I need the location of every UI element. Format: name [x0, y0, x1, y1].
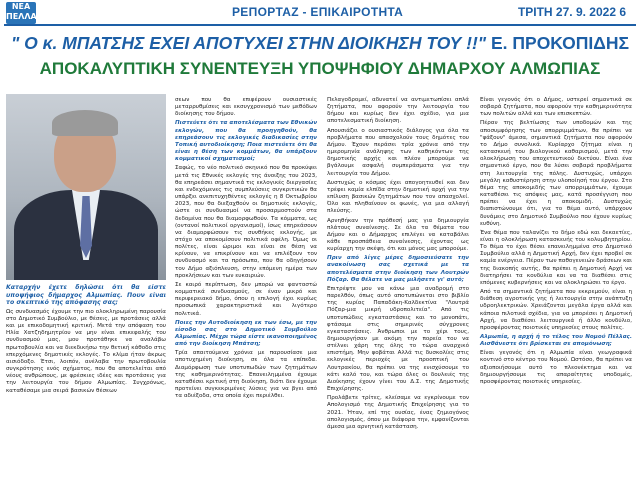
logo-line-2: ΠΕΛΛΑ	[6, 12, 37, 21]
paragraph: Από τα σημαντικά ζητήματα που εκκρεμούν, είναι η διάθεση αγροτικής γης ή λειτουργία στην ανάπτυξη υδροηλεκτρικών. Χρειάζονται μεγάλα έργα αλλά και κάποια πιλοτικά σχέδια, για να μπορέσει η Δημοτική Αρχή, να διαθέσει λειτουργικά ή άλλο κονδύλιο, προσφέροντας ποιοτικές υπηρεσίες στους πολίτες.	[480, 289, 632, 331]
headline-quote: " Ο κ. ΜΠΑΤΣΗΣ ΕΧΕΙ ΑΠΟΤΥΧΕΙ ΣΤΗΝ ΔΙΟΙΚΗΣΗ ΤΟΥ !!"	[11, 33, 487, 53]
logo-line-1: ΝΕΑ	[11, 2, 31, 11]
header-rule	[4, 24, 636, 26]
newspaper-logo	[6, 2, 36, 24]
paragraph: Αρνηθήκαν την πρόθεσή μας για δημιουργία πλάτους συναίνεσης. Σε όλα τα θέματα του Δήμου και ο Δήμαρχος επιλέγει να καταβάλει κάθε προσπάθεια συναίνεσης, έχοντας ως κυρίαρχη την σκέψη, ότι και μόνος μας μπορούμε.	[327, 217, 469, 253]
article-column-4	[480, 97, 632, 388]
photo-hair	[52, 110, 118, 136]
paragraph: Είναι γεγονός ότι ο Δήμος, υστερεί σημαντικά σε σοβαρά ζητήματα, που αφορούν την καθημερινότητα των πολιτών αλλά και των επισκεπτών.	[480, 97, 632, 118]
subheadline: ΑΠΟΚΑΛΥΠΤΙΚΗ ΣΥΝΕΝΤΕΥΞΗ ΥΠΟΨΗΦΙΟΥ ΔΗΜΑΡΧΟΥ ΑΛΜΩΠΙΑΣ	[39, 59, 601, 78]
paragraph: σεων που θα επιφέρουν ουσιαστικές μεταρρυθμίσεις και εκσυγχρονισμό των μεθόδων διοίκησης του δήμου.	[175, 97, 317, 118]
paragraph: Απουσιάζει ο ουσιαστικός διάλογος για όλα τα προβλήματα που απασχολούν τους δημότες του Δήμου. Έχουν περάσει τρία χρόνια από την ημερομηνία ανάληψης των καθηκόντων της δημοτικής αρχής και πλέον μπορούμε να βγάλουμε ασφαλή συμπεράσματα για την λειτουργία του Δήμου.	[327, 127, 469, 177]
paragraph: Πελαγοδρομεί, αδυνατεί να αντιμετωπίσει απλά ζητήματα, που αφορούν την λειτουργία του δήμου και κυρίως δεν έχει σχέδιο, για μια αποτελεσματική διοίκηση.	[327, 97, 469, 125]
headline	[6, 32, 634, 54]
article-column-2	[175, 97, 317, 402]
paragraph: Σαφώς, το νέο πολιτικό σκηνικό που θα προκύψει μετά τις Εθνικές εκλογές της άνοιξης του 2023, θα επηρεάσει σημαντικά τις εκλογικές διεργασίες και ενδεχόμενες τις συμπλεύσεις συγκριτικών θα υπάρξει ανεπιτυχηθέντες εκλογές η 8 Οκτωβρίου 2023, που θα διεξαχθούν οι δημοτικές εκλογές, ώστε οι συνδυασμοί να προσαρμοστούν στα δεδομένα που θα διαμορφωθούν. Τα κόμματα, ως (οντανοί πολιτικοί οργανισμοί), ίσως επηρεάσουν να διαμορφώσουν τις συνθήκες εκλογής, με στόχο να αποκομίσουν πολιτικά οφέλη. Όμως οι πολίτες, είναι ώριμοι και είναι σε θέση να κρίνουν, να επικρίνουν και να επιλέξουν τον συνδυασμό και τα πρόσωπα, που θα οδηγήσουν τον Δήμο αξιόπλευση, στην επόμενη ημέρα των προκλήσεων και των ευκαιριών.	[175, 165, 317, 279]
section-title: ΡΕΠΟΡΤΑΖ - ΕΠΙΚΑΙΡΟΤΗΤΑ	[232, 5, 404, 19]
issue-date-page: ΤΡΙΤΗ 27. 9. 2022 6	[517, 5, 626, 19]
paragraph: Πέραν της βελτίωσης των υποδομών και της αποσυμφόρησης των απορριμμάτων, θα πρέπει να "ψάξουν" άμεσα, σημαντικά ζητήματα που αφορούν το Δήμο συνολικά. Κυρίαρχο ζήτημα είναι η κατασκευή του βιολογικού καθαρισμού, μετά την ολοκλήρωση του αποχετευτικού δικτύου. Είναι ένα σημαντικό έργο, που θα λύσει σοβαρά προβλήματα στη λειτουργία της πόλης. Δυστυχώς, υπάρχει μεγάλη καθυστέρηση στην υλοποίησή του έργου. Στο θέμα της αποκομιδής των απορριμμάτων, έχουμε καταθέσει τις απόψεις μας, κατά προσέγγιση που πρέπει να έχει η αποκομιδή. Δυστυχώς διαπιστώνουμε ότι, για το θέμα αυτό, υπάρχουν δυνάμεις στο Δημοτικό Συμβούλιο που έχουν κυρίως ευθύνη.	[480, 120, 632, 227]
article-column-3	[327, 97, 469, 433]
paragraph: Τρία απαιτούμενα χρόνια με παρουσίασε μια αποτυχημένη διοίκηση, σε όλα τα επίπεδα. Διαμόρφωση των υποτυπωδών των ζητημάτων της καθημερινότητας. Επανειλημμένα έχουμε καταθέσει κριτική στη διοίκηση, διότι δεν έχουμε προτείνει συγκεκριμένες λύσεις για να βγει από τα αδιέξοδα, στα οποία έχει περιέλθει.	[175, 350, 317, 400]
masthead	[0, 0, 640, 26]
paragraph: Ως συνδυασμός έχουμε την πιο ολοκληρωμένη παρουσία στο Δημοτικό Συμβούλιο, με θέσεις, με προτάσεις αλλά και με επικοδομητική κριτική. Μετά την απόφαση του Ηλία Χατζηδημητρίου να μην είναι επικεφαλής του συνδυασμού μας, μου προτάθηκε να αναλάβω πρωτοβουλία και να διεκδικήσω την θετική κάθοδο στις επερχόμενες δημοτικές εκλογές. Το κλίμα ήταν άκρως αισιόδοξο. Έτσι, λοιπόν, ανέλαβα την πρωτοβουλία συγκρότησης ενός σχήματος, που θα αποτελείται από νέους ανθρώπους, με φρέσκιες ιδέες και προτάσεις για την λειτουργία του δήμου Αλμωπίας. Συγχρόνως, καταθέσαμε μια σειρά βασικών θέσεων	[6, 308, 166, 394]
paragraph: Επιτρέψτε μου να κάνω μια αναδρομή στο παρελθόν, όπως αυτό αποτυπώνεται στο βιβλίο της κυρίας Παπαδάκη-Καλδεκτίνα "Λουτρά Πόζαρ-μια μικρή υδροπολιτεία". Από τις υποτυπώδεις εγκαταστάσεις και το μονοπάτι, φτάσαμε στις σημερινές σύγχρονες εγκαταστάσεις. Άνθρωποι με το χέρι τους, δημιουργήσαν με ακόμη την πορεία του να στέλνει χάρη της όλης το τώρα αναρχικό επιστήμη. Μην φοβάται Αλλά τις δυσκολίες στις εκλογικές περιοχές με προοπτική του Λουτρακίου, θα πρέπει να της ενισχύσουμε το κάτι καλό του, και τώρα όλες οι δουλειές της Διοίκησης έχουν γίνει του Δ.Σ. της Δημοτικής Επιχείρησης.	[327, 285, 469, 393]
article-column-1	[6, 284, 166, 397]
question: Ποιες την Αυτοδιοίκηση εκ των έσω, με την είσοδο σας στο Δημοτικό Συμβούλιο Αλμωπίας. Μέχρι τώρα είστε ικανοποιημένος από την διοίκηση Μπάτση;	[175, 319, 317, 348]
headline-speaker: Ε. ΠΡΟΚΟΠΙΔΗΣ	[490, 33, 629, 53]
question: Αλμωπία, η αρχή ή το τέλος του Νομού Πέλλας. Αισθάνεστε ότι βρίσκεται σε απομόνωση;	[480, 334, 632, 348]
paragraph: Ένα θέμα που ταλανίζει το δήμο εδώ και δεκαετίες, είναι η ολοκλήρωση κατασκευής του κολυμβητηρίου. Το θέμα το έχει θέσει επανειλημμένα στο Δημοτικό Συμβούλιο αλλά η Δημοτική Αρχή, δεν έχει προβεί σε καμία ενέργεια. Πέραν των παθογενειών δράσεων και της διακοπής αυτής, θα πρέπει η Δημοτική Αρχή να διατηρήσει τα κονδύλια και να τα διαθέσει στις επόμενες κυβερνήσεις και να ολοκληρώσει το έργο.	[480, 229, 632, 286]
paragraph: Δυστυχώς ο κόσμος έχει απογοητευθεί και δεν τρέφει καμία ελπίδα στην δημοτική αρχή για την επίλυση βασικών ζητημάτων που τον απασχολεί. Όλο και πληθαίνουν οι φωνές, για μια αλλαγή πλεύσης.	[327, 179, 469, 215]
paragraph: Είναι γεγονός ότι η Αλμωπία είναι γεωγραφικά κοντινό στο κέντρο του Νομού. Ωστόσο, θα πρέπει να αξιοποιήσουμε αυτό το πλεονέκτημα και να δημιουργήσουμε τις απαραίτητες υποδομές, προσφέροντας ποιοτικές υπηρεσίες.	[480, 350, 632, 385]
paragraph: Προλάβετε τρίτες, κλείσαμε να εγκρίνουμε τον Απολογισμό της Δημοτικής Επιχείρησης για το 2021. Ήταν, επί της ουσίας, ένας ζημιογόνος απολογισμός, όπου με διάφορα την, εμφανίζονται άμεσα μια αρνητική κατάσταση.	[327, 395, 469, 430]
question: Πριν από λίγες μέρες δημοσιεύσατε την ανακοίνωση σας σχετικά με τα αποτελέσματα στην διοίκηση των Λουτρών Πόζαρ. Θα θέλατε να μας μιλήσετε γι' αυτό;	[327, 255, 469, 283]
question-lead: Καταρχήν έχετε δηλώσει ότι θα είστε υποψήφιος δήμαρχος Αλμωπίας. Πουν είναι το σκεπτικό της απόφασης σας;	[6, 284, 166, 307]
question: Πιστεύετε ότι τα αποτελέσματα των Εθνικών εκλογών, που θα προηγηθούν, θα επηρεάσουν τις εκλογικές διαδικασίες στην Τοπική αυτοδιοίκηση; Ποια πιστεύετε ότι θα είναι η θέση των κομμάτων, θα υπάρξουν κομματικοί σχηματισμοί;	[175, 120, 317, 163]
interviewee-photo	[6, 94, 166, 280]
paragraph: Σε καιρό περίπτωση, δεν μπορώ να φανταστώ κομματικά συνδυασμούς, σε έναν μικρό και περιφερειακό δήμο, όπου η επιλογή έχει κυρίως προσωπικά χαρακτηριστικά και λιγότερο πολιτικά.	[175, 281, 317, 317]
